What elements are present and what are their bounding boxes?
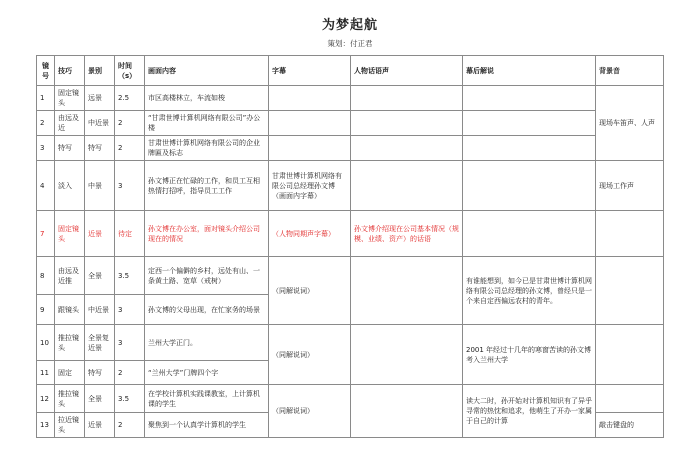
cell-picture: 兰州大学正门。 <box>145 325 269 361</box>
cell-narration <box>463 86 596 111</box>
cell-technique: 特写 <box>55 136 85 161</box>
cell-picture: 定西一个偏僻的乡村，远处有山、一条黄土路、宽草（戒树） <box>145 257 269 295</box>
header-shot-no: 镜号 <box>37 56 55 86</box>
cell-time: 待定 <box>115 211 145 257</box>
cell-background-sound: 敲击键盘的 <box>596 413 664 438</box>
cell-time: 2 <box>115 136 145 161</box>
cell-subtitle: （同解说词） <box>269 325 351 385</box>
cell-subtitle <box>269 86 351 111</box>
cell-technique: 推拉镜头 <box>55 385 85 413</box>
cell-background-sound <box>596 385 664 413</box>
table-row <box>37 385 664 413</box>
table-row <box>37 136 664 161</box>
cell-time: 3.5 <box>115 385 145 413</box>
cell-time: 2 <box>115 413 145 438</box>
cell-technique: 固定镜头 <box>55 211 85 257</box>
cell-background-sound: 现场工作声 <box>596 161 664 211</box>
cell-picture: 孙文博在办公室，面对镜头介绍公司现在的情况 <box>145 211 269 257</box>
cell-speech: 孙文博介绍现在公司基本情况（规模、业绩、资产）的话语 <box>351 211 463 257</box>
cell-shot-size: 全景 <box>85 385 115 413</box>
cell-speech <box>351 257 463 325</box>
cell-shot-size: 近景 <box>85 413 115 438</box>
cell-picture: “兰州大学”门牌四个字 <box>145 361 269 385</box>
cell-technique: 拉近镜头 <box>55 413 85 438</box>
cell-narration: 有谁能想到，如今已是甘肃世博计算机网络有限公司总经理的孙文博，曾经只是一个来自定西偏远农村的青年。 <box>463 257 596 325</box>
cell-narration <box>463 211 596 257</box>
cell-shot-size: 特写 <box>85 136 115 161</box>
cell-technique: 推拉镜头 <box>55 325 85 361</box>
cell-shot-size: 特写 <box>85 361 115 385</box>
cell-shot-size: 全景 <box>85 257 115 295</box>
header-shot-size: 景别 <box>85 56 115 86</box>
cell-narration: 读大二时，孙开始对计算机知识有了异乎寻常的热忱和追求，他萌生了开办一家属于自己的计算 <box>463 385 596 438</box>
cell-subtitle <box>269 111 351 136</box>
cell-picture: 孙文博正在忙碌的工作，和员工互相热情打招呼，指导员工工作 <box>145 161 269 211</box>
cell-background-sound <box>596 211 664 257</box>
cell-picture: 甘肃世博计算机网络有限公司的企业牌匾及标志 <box>145 136 269 161</box>
cell-narration <box>463 111 596 136</box>
cell-technique: 跟镜头 <box>55 295 85 325</box>
cell-subtitle: 甘肃世博计算机网络有限公司总经理孙文博（画面内字幕） <box>269 161 351 211</box>
cell-speech <box>351 111 463 136</box>
table-header-row <box>37 56 664 86</box>
cell-speech <box>351 136 463 161</box>
cell-picture: 在学校计算机实践课教室，上计算机课的学生 <box>145 385 269 413</box>
cell-technique: 由远及近 <box>55 111 85 136</box>
cell-no: 3 <box>37 136 55 161</box>
cell-shot-size: 远景 <box>85 86 115 111</box>
cell-picture: 聚焦到一个认真学计算机的学生 <box>145 413 269 438</box>
header-speech: 人物话语声 <box>351 56 463 86</box>
cell-time: 3 <box>115 325 145 361</box>
cell-no: 7 <box>37 211 55 257</box>
header-subtitle: 字幕 <box>269 56 351 86</box>
cell-no: 9 <box>37 295 55 325</box>
cell-speech <box>351 325 463 385</box>
cell-picture: “甘肃世博计算机网络有限公司”办公楼 <box>145 111 269 136</box>
cell-no: 8 <box>37 257 55 295</box>
table-row <box>37 325 664 361</box>
cell-shot-size: 中景 <box>85 161 115 211</box>
cell-shot-size: 中近景 <box>85 111 115 136</box>
cell-background-sound <box>596 325 664 385</box>
header-picture: 画面内容 <box>145 56 269 86</box>
cell-no: 11 <box>37 361 55 385</box>
cell-time: 3.5 <box>115 257 145 295</box>
cell-no: 2 <box>37 111 55 136</box>
document-subtitle: 策划：付正君 <box>327 39 373 48</box>
cell-no: 12 <box>37 385 55 413</box>
cell-technique: 由远及近推 <box>55 257 85 295</box>
cell-speech <box>351 385 463 438</box>
cell-background-sound <box>596 257 664 325</box>
cell-narration <box>463 136 596 161</box>
cell-no: 10 <box>37 325 55 361</box>
cell-technique: 固定镜头 <box>55 86 85 111</box>
header-narration: 幕后解说 <box>463 56 596 86</box>
cell-speech <box>351 161 463 211</box>
cell-shot-size: 全景复近景 <box>85 325 115 361</box>
table-row <box>37 86 664 111</box>
cell-subtitle: （人物同期声字幕） <box>269 211 351 257</box>
cell-narration: 2001 年经过十几年的寒窗苦读的孙文博考入兰州大学 <box>463 325 596 385</box>
table-row <box>37 111 664 136</box>
cell-no: 4 <box>37 161 55 211</box>
cell-picture: 孙文博的父母出现，在忙家务的场景 <box>145 295 269 325</box>
cell-time: 2 <box>115 111 145 136</box>
document-title: 为梦起航 <box>321 18 378 33</box>
header-background-sound: 背景音 <box>596 56 664 86</box>
cell-shot-size: 中近景 <box>85 295 115 325</box>
table-row <box>37 161 664 211</box>
cell-background-sound: 现场车笛声、人声 <box>596 86 664 161</box>
cell-technique: 淡入 <box>55 161 85 211</box>
cell-technique: 固定 <box>55 361 85 385</box>
cell-narration <box>463 161 596 211</box>
cell-time: 3 <box>115 161 145 211</box>
cell-time: 3 <box>115 295 145 325</box>
cell-no: 1 <box>37 86 55 111</box>
cell-time: 2.5 <box>115 86 145 111</box>
table-row <box>37 257 664 295</box>
cell-speech <box>351 86 463 111</box>
cell-time: 2 <box>115 361 145 385</box>
cell-shot-size: 近景 <box>85 211 115 257</box>
header-technique: 技巧 <box>55 56 85 86</box>
header-time: 时间（s） <box>115 56 145 86</box>
cell-no: 13 <box>37 413 55 438</box>
table-row <box>37 211 664 257</box>
cell-subtitle: （同解说词） <box>269 385 351 438</box>
storyboard-table <box>36 55 664 438</box>
cell-subtitle: （同解说词） <box>269 257 351 325</box>
cell-subtitle <box>269 136 351 161</box>
cell-picture: 市区高楼林立，车流如梭 <box>145 86 269 111</box>
